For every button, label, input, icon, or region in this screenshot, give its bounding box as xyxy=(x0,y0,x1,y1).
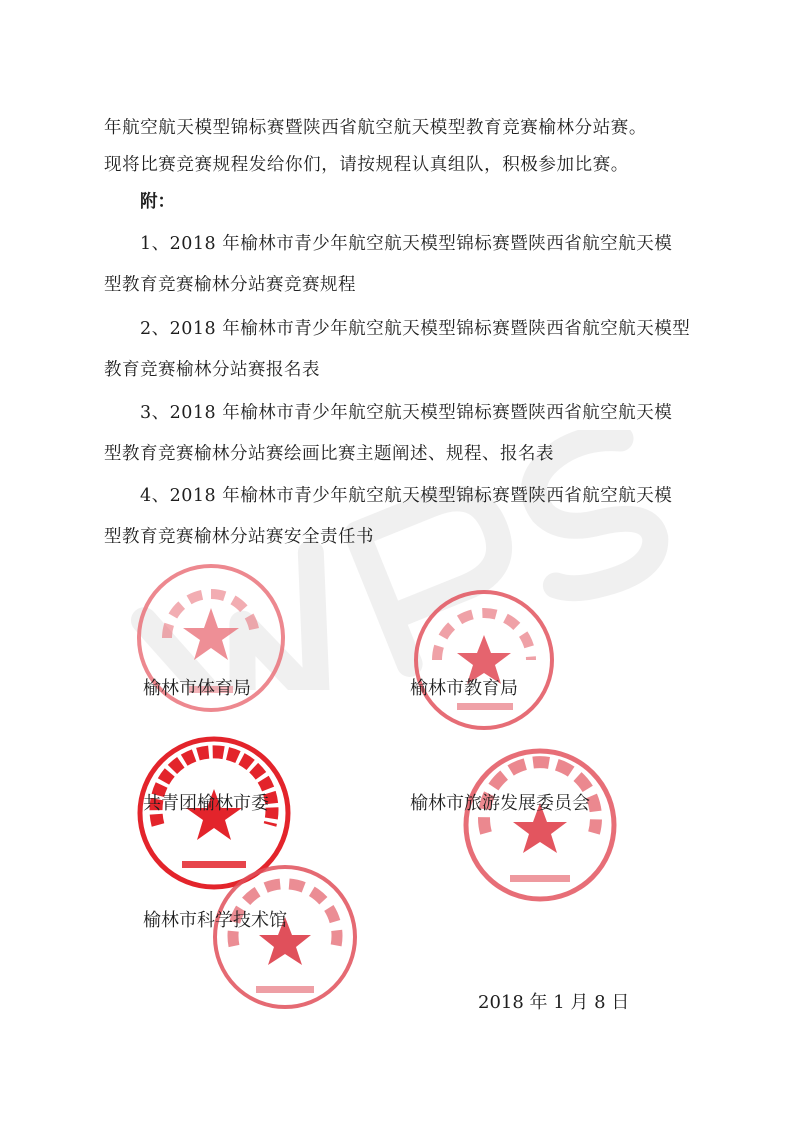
document-date: 2018 年 1 月 8 日 xyxy=(478,992,630,1013)
attachment-3-line-1: 3、2018 年榆林市青少年航空航天模型锦标赛暨陕西省航空航天模 xyxy=(140,403,673,423)
intro-line-2: 现将比赛竞赛规程发给你们，请按规程认真组队，积极参加比赛。 xyxy=(104,155,629,175)
attachment-3-line-2: 型教育竞赛榆林分站赛绘画比赛主题阐述、规程、报名表 xyxy=(104,444,554,464)
attachment-1-line-2: 型教育竞赛榆林分站赛竞赛规程 xyxy=(104,275,356,295)
attachment-4-line-1: 4、2018 年榆林市青少年航空航天模型锦标赛暨陕西省航空航天模 xyxy=(140,486,673,506)
signatory-education-bureau: 榆林市教育局 xyxy=(410,678,518,699)
attachment-4-line-2: 型教育竞赛榆林分站赛安全责任书 xyxy=(104,527,374,547)
signatory-science-museum: 榆林市科学技术馆 xyxy=(143,910,287,931)
intro-line-1: 年航空航天模型锦标赛暨陕西省航空航天模型教育竞赛榆林分站赛。 xyxy=(104,118,647,138)
science-museum-seal xyxy=(210,862,360,1012)
attachments-label: 附： xyxy=(140,192,175,212)
signatory-sports-bureau: 榆林市体育局 xyxy=(143,678,251,699)
signatory-tourism-committee: 榆林市旅游发展委员会 xyxy=(410,793,590,814)
signatory-youth-league: 共青团榆林市委 xyxy=(143,793,269,814)
attachment-2-line-1: 2、2018 年榆林市青少年航空航天模型锦标赛暨陕西省航空航天模型 xyxy=(140,319,691,339)
attachment-1-line-1: 1、2018 年榆林市青少年航空航天模型锦标赛暨陕西省航空航天模 xyxy=(140,234,673,254)
tourism-committee-seal xyxy=(460,745,620,905)
attachment-2-line-2: 教育竞赛榆林分站赛报名表 xyxy=(104,360,320,380)
education-bureau-seal xyxy=(409,585,559,735)
